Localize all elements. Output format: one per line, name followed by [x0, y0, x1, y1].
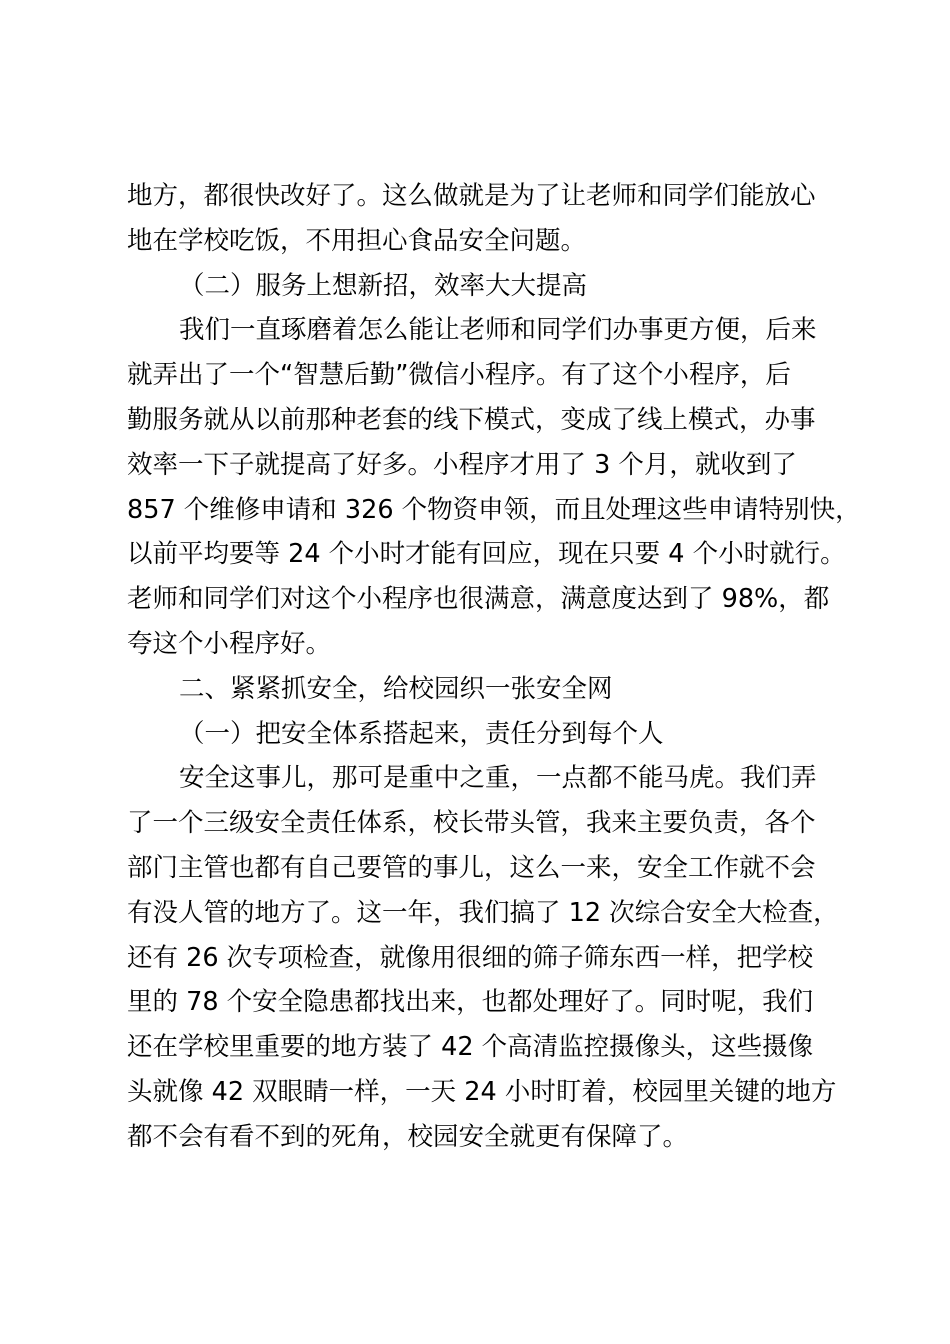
text-line: 部门主管也都有自己要管的事儿，这么一来，安全工作就不会: [127, 852, 816, 883]
text-line: 都不会有看不到的死角，校园安全就更有保障了。: [127, 1121, 689, 1152]
text-line: （一）把安全体系搭起来，责任分到每个人: [179, 718, 664, 749]
text-line: 有没人管的地方了。这一年，我们搞了 12 次综合安全大检查，: [127, 897, 839, 928]
text-line: 夸这个小程序好。: [127, 628, 332, 659]
document-body: [127, 174, 861, 1160]
text-line: 老师和同学们对这个小程序也很满意，满意度达到了 98%，都: [127, 584, 830, 615]
text-line: 二、紧紧抓安全，给校园织一张安全网: [179, 673, 613, 704]
text-line: 以前平均要等 24 个小时才能有回应，现在只要 4 个小时就行。: [127, 539, 846, 570]
text-line: 还在学校里重要的地方装了 42 个高清监控摄像头，这些摄像: [127, 1032, 814, 1063]
text-line: 效率一下子就提高了好多。小程序才用了 3 个月，就收到了: [127, 449, 797, 480]
text-line: 安全这事儿，那可是重中之重，一点都不能马虎。我们弄: [179, 763, 817, 794]
text-line: 地方，都很快改好了。这么做就是为了让老师和同学们能放心: [127, 181, 816, 211]
text-line: 我们一直琢磨着怎么能让老师和同学们办事更方便，后来: [179, 315, 817, 346]
text-line: （二）服务上想新招，效率大大提高: [179, 270, 588, 301]
text-line: 857 个维修申请和 326 个物资申领，而且处理这些申请特别快，: [127, 494, 861, 525]
text-line: 了一个三级安全责任体系，校长带头管，我来主要负责，各个: [127, 808, 816, 839]
text-line: 地在学校吃饭，不用担心食品安全问题。: [127, 225, 587, 256]
text-line: 里的 78 个安全隐患都找出来，也都处理好了。同时呢，我们: [127, 987, 814, 1018]
text-line: 还有 26 次专项检查，就像用很细的筛子筛东西一样，把学校: [127, 942, 814, 973]
text-line: 勤服务就从以前那种老套的线下模式，变成了线上模式，办事: [127, 404, 816, 435]
text-line: 头就像 42 双眼睛一样，一天 24 小时盯着，校园里关键的地方: [127, 1076, 837, 1107]
text-line: 就弄出了一个“智慧后勤”微信小程序。有了这个小程序，后: [127, 360, 791, 391]
